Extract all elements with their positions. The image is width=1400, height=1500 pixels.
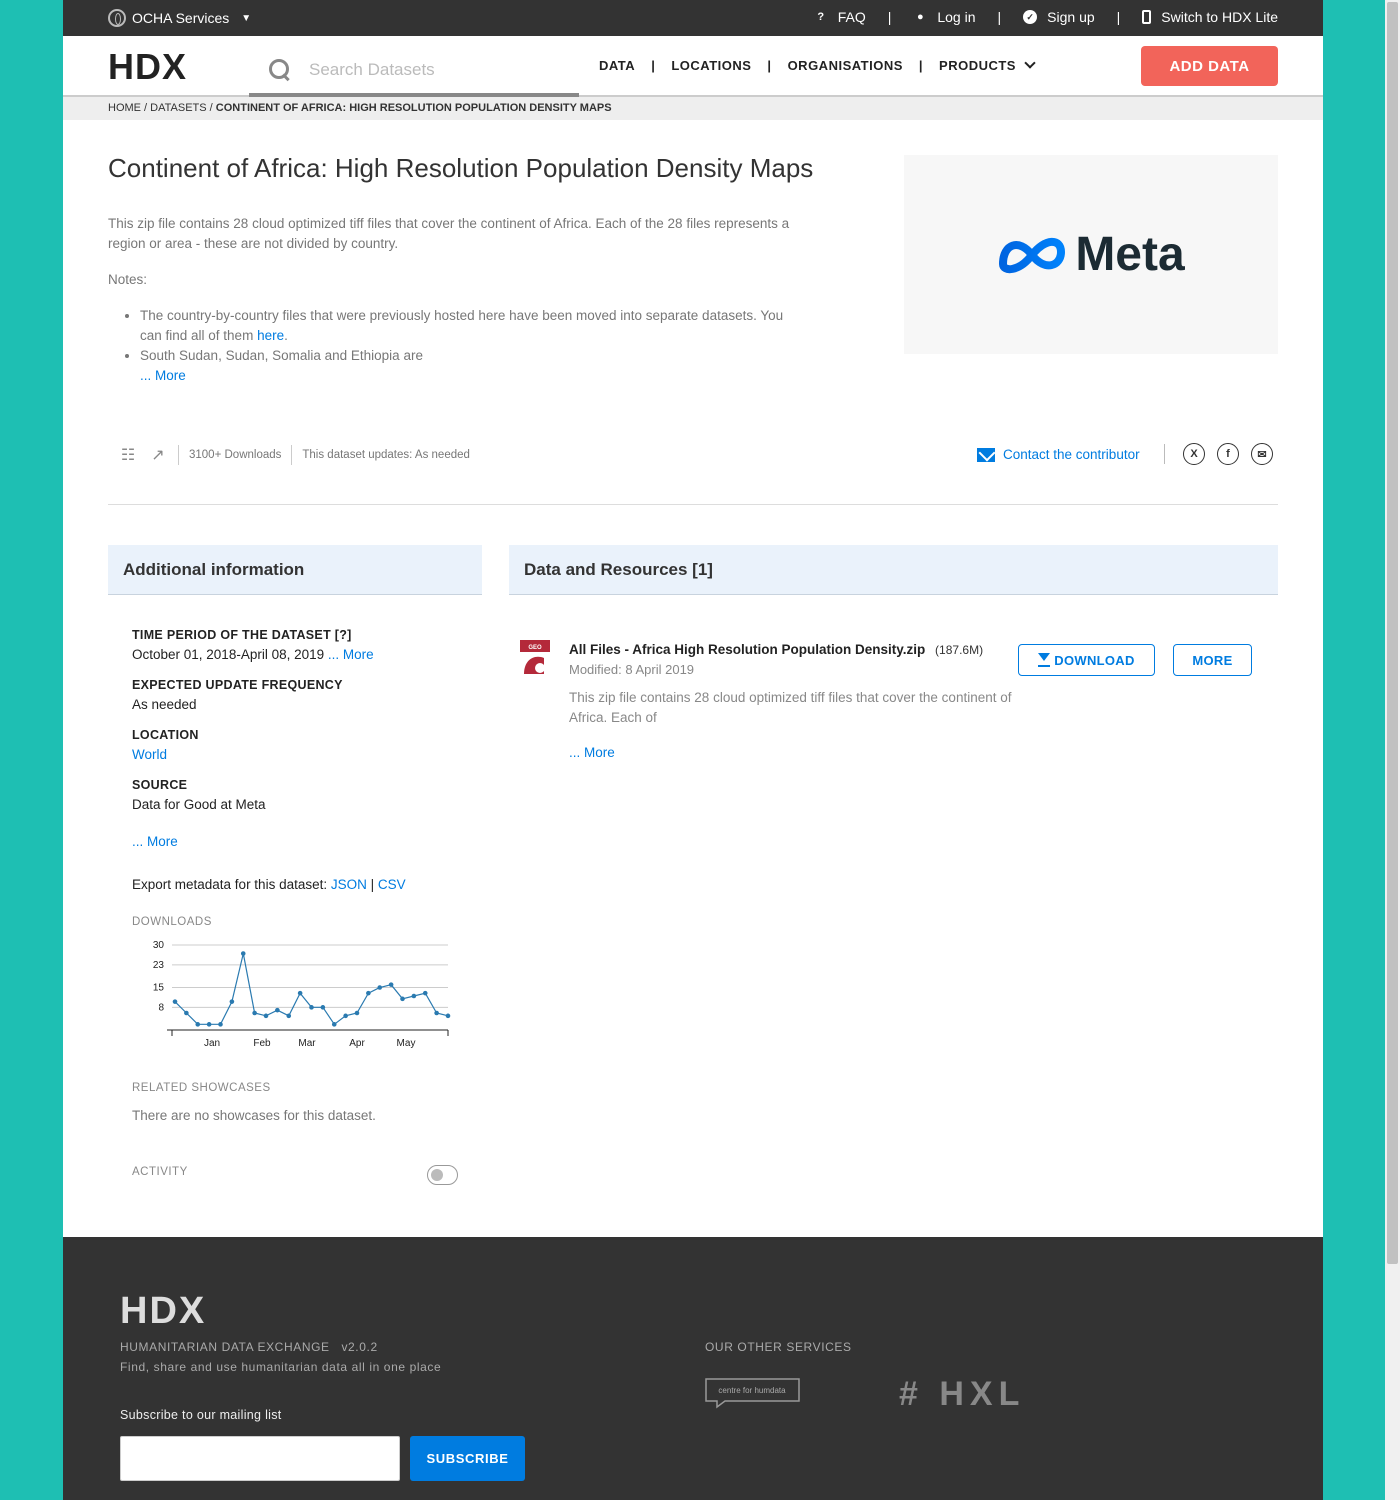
resource-description: This zip file contains 28 cloud optimized tiff files that cover the continent of Africa. Each of bbox=[569, 690, 1012, 725]
search-input[interactable] bbox=[309, 60, 559, 80]
add-data-button[interactable]: ADD DATA bbox=[1141, 46, 1278, 86]
chart-series-line bbox=[175, 954, 448, 1025]
source-label: SOURCE bbox=[132, 778, 188, 792]
chart-data-point bbox=[252, 1011, 257, 1016]
nav-products-label: PRODUCTS bbox=[939, 58, 1016, 73]
facebook-icon[interactable]: f bbox=[1217, 443, 1239, 465]
signup-link[interactable] bbox=[1023, 9, 1094, 25]
breadcrumb: HOME / DATASETS / CONTINENT OF AFRICA: HIGH RESOLUTION POPULATION DENSITY MAPS bbox=[63, 97, 1323, 120]
divider bbox=[1164, 444, 1165, 464]
scrollbar[interactable] bbox=[1385, 0, 1400, 1500]
chart-data-point bbox=[241, 951, 246, 956]
additional-info-more-link[interactable]: ... More bbox=[132, 834, 178, 849]
other-services-label: OUR OTHER SERVICES bbox=[705, 1340, 852, 1354]
geo-file-icon bbox=[520, 640, 550, 674]
x-twitter-icon[interactable]: X bbox=[1183, 443, 1205, 465]
downloads-chart-label: DOWNLOADS bbox=[132, 916, 212, 928]
question-icon: ? bbox=[817, 11, 825, 23]
resource-modified: Modified: 8 April 2019 bbox=[569, 662, 695, 677]
footer-version: v2.0.2 bbox=[341, 1340, 378, 1354]
envelope-icon bbox=[977, 448, 995, 462]
check-circle-icon: ✓ bbox=[1023, 10, 1037, 24]
downloads-count: 3100+ Downloads bbox=[189, 449, 282, 461]
divider: | bbox=[887, 9, 892, 25]
chart-y-tick-label: 8 bbox=[158, 1002, 164, 1014]
chart-data-point bbox=[343, 1014, 348, 1019]
download-icon bbox=[1038, 653, 1050, 667]
contact-label: Contact the contributor bbox=[1003, 447, 1140, 462]
chevron-down-icon bbox=[1024, 57, 1035, 68]
divider: | bbox=[767, 58, 772, 73]
notes-label: Notes: bbox=[108, 272, 148, 287]
location-link[interactable]: World bbox=[132, 747, 168, 762]
export-json-link[interactable]: JSON bbox=[330, 877, 367, 892]
search-bar bbox=[249, 46, 579, 97]
source-value: Data for Good at Meta bbox=[132, 797, 266, 812]
description-more-link[interactable]: ... More bbox=[140, 368, 186, 383]
subscribe-button[interactable]: SUBSCRIBE bbox=[410, 1436, 525, 1481]
list-item bbox=[140, 346, 808, 386]
footer bbox=[63, 1237, 1323, 1500]
divider: | bbox=[918, 58, 924, 73]
download-button[interactable] bbox=[1018, 644, 1155, 676]
note-text: The country-by-country files that were previously hosted here have been moved into separate datasets. You can find all of them bbox=[140, 308, 784, 343]
divider bbox=[291, 445, 292, 465]
chart-data-point bbox=[264, 1014, 269, 1019]
hdx-logo[interactable]: HDX bbox=[108, 46, 188, 87]
chart-y-tick-label: 23 bbox=[152, 959, 164, 971]
description-text: This zip file contains 28 cloud optimized tiff files that cover the continent of Africa. Each of the 28 files represents a region or area - these are not divided by country. bbox=[108, 216, 790, 251]
chart-data-point bbox=[412, 994, 417, 999]
chart-data-point bbox=[218, 1022, 223, 1027]
ocha-services-menu[interactable] bbox=[108, 9, 251, 27]
chevron-down-icon: ▼ bbox=[241, 12, 252, 24]
top-bar bbox=[63, 0, 1323, 36]
footer-name: HUMANITARIAN DATA EXCHANGE bbox=[120, 1340, 330, 1354]
organisation-logo[interactable] bbox=[904, 155, 1278, 354]
main-nav bbox=[599, 58, 1034, 73]
signup-label: Sign up bbox=[1047, 9, 1095, 25]
divider bbox=[178, 445, 179, 465]
faq-label: FAQ bbox=[837, 9, 866, 25]
nav-products[interactable] bbox=[939, 58, 1034, 73]
chart-x-tick-label: Mar bbox=[298, 1038, 316, 1049]
breadcrumb-current: CONTINENT OF AFRICA: HIGH RESOLUTION POPULATION DENSITY MAPS bbox=[215, 102, 612, 114]
notes-here-link[interactable]: here bbox=[257, 328, 285, 343]
chart-data-point bbox=[230, 999, 235, 1004]
list-item: • The country-by-country files that were previously hosted here have been moved into separate datasets. You can find all of them here. bbox=[140, 306, 808, 346]
notes-list bbox=[108, 306, 808, 386]
dataset-description bbox=[108, 214, 808, 386]
chart-data-point bbox=[332, 1022, 337, 1027]
meta-wordmark: Meta bbox=[1075, 228, 1185, 281]
no-showcases-text: There are no showcases for this dataset. bbox=[132, 1108, 376, 1123]
main-header bbox=[63, 36, 1323, 97]
chart-x-tick-label: Feb bbox=[253, 1038, 271, 1049]
resource-more-link[interactable]: ... More bbox=[569, 745, 615, 760]
update-frequency: This dataset updates: As needed bbox=[302, 449, 470, 461]
time-period-more-link[interactable]: ... More bbox=[327, 647, 374, 662]
related-showcases-label: RELATED SHOWCASES bbox=[132, 1082, 271, 1094]
frequency-label: EXPECTED UPDATE FREQUENCY bbox=[132, 678, 343, 692]
hdx-lite-link[interactable] bbox=[1142, 9, 1278, 25]
data-resources-heading: Data and Resources [1] bbox=[509, 545, 1278, 595]
chart-data-point bbox=[355, 1011, 360, 1016]
un-globe-icon bbox=[108, 9, 126, 27]
chart-data-point bbox=[377, 985, 382, 990]
chart-data-point bbox=[207, 1022, 212, 1027]
hdx-lite-label: Switch to HDX Lite bbox=[1161, 9, 1278, 25]
email-icon[interactable]: ✉ bbox=[1251, 443, 1273, 465]
frequency-value: As needed bbox=[132, 697, 197, 712]
ocha-services-label: OCHA Services bbox=[132, 10, 230, 26]
chart-x-tick-label: Apr bbox=[349, 1038, 365, 1049]
chart-data-point bbox=[195, 1022, 200, 1027]
additional-info-panel bbox=[132, 628, 462, 849]
user-icon: ● bbox=[917, 11, 924, 23]
more-button[interactable]: MORE bbox=[1173, 644, 1252, 676]
export-csv-link[interactable]: CSV bbox=[377, 877, 406, 892]
search-icon[interactable] bbox=[269, 59, 291, 81]
chart-data-point bbox=[286, 1014, 291, 1019]
breadcrumb-datasets[interactable]: DATASETS bbox=[150, 102, 207, 114]
divider: | bbox=[1116, 9, 1121, 25]
export-label: Export metadata for this dataset: bbox=[132, 877, 328, 892]
activity-label: ACTIVITY bbox=[132, 1166, 188, 1178]
share-buttons bbox=[1164, 443, 1285, 465]
centre-for-humdata-logo[interactable] bbox=[705, 1377, 800, 1409]
page-title: Continent of Africa: High Resolution Population Density Maps bbox=[108, 153, 814, 183]
resource-name[interactable]: All Files - Africa High Resolution Population Density.zip bbox=[569, 642, 926, 657]
footer-hdx-logo[interactable]: HDX bbox=[120, 1290, 207, 1332]
divider: | bbox=[651, 58, 656, 73]
activity-toggle[interactable] bbox=[427, 1165, 458, 1185]
chart-data-point bbox=[446, 1014, 451, 1019]
contact-contributor-link[interactable] bbox=[977, 447, 1140, 462]
time-period-label: TIME PERIOD OF THE DATASET [?] bbox=[132, 628, 352, 642]
additional-info-heading: Additional information bbox=[108, 545, 482, 595]
nav-organisations[interactable]: ORGANISATIONS bbox=[787, 58, 903, 73]
login-link[interactable] bbox=[913, 9, 975, 25]
divider: | bbox=[997, 9, 1002, 25]
faq-link[interactable] bbox=[814, 9, 866, 25]
chart-data-point bbox=[309, 1005, 314, 1010]
nav-locations[interactable]: LOCATIONS bbox=[671, 58, 752, 73]
footer-tagline: Find, share and use humanitarian data all in one place bbox=[120, 1360, 442, 1374]
time-period-text: October 01, 2018-April 08, 2019 bbox=[132, 647, 325, 662]
subscribe-email-input[interactable] bbox=[120, 1436, 400, 1481]
login-label: Log in bbox=[937, 9, 976, 25]
chart-data-point bbox=[321, 1005, 326, 1010]
hierarchy-icon[interactable]: ☷ bbox=[120, 447, 136, 464]
chart-data-point bbox=[184, 1011, 189, 1016]
nav-data[interactable]: DATA bbox=[599, 58, 636, 73]
download-label: DOWNLOAD bbox=[1054, 652, 1135, 668]
chart-data-point bbox=[366, 991, 371, 996]
chart-data-point bbox=[400, 997, 405, 1002]
chart-data-point bbox=[434, 1011, 439, 1016]
page bbox=[63, 0, 1323, 1500]
chart-data-point bbox=[173, 999, 178, 1004]
meta-infinity-icon bbox=[997, 232, 1067, 278]
chart-data-point bbox=[389, 982, 394, 987]
export-metadata: Export metadata for this dataset: JSON | CSV bbox=[132, 877, 406, 892]
subscribe-label: Subscribe to our mailing list bbox=[120, 1408, 282, 1422]
chart-x-tick-label: Jan bbox=[203, 1038, 221, 1049]
hxl-logo[interactable]: # HXL bbox=[899, 1375, 1026, 1413]
time-period-value bbox=[132, 646, 462, 664]
chart-y-tick-label: 30 bbox=[152, 940, 164, 951]
humdata-text: centre for humdata bbox=[718, 1386, 786, 1395]
divider bbox=[108, 504, 1278, 505]
mobile-icon bbox=[1142, 10, 1151, 24]
chart-data-point bbox=[423, 991, 428, 996]
chart-y-tick-label: 15 bbox=[152, 982, 164, 994]
chart-data-point bbox=[298, 991, 303, 996]
location-label: LOCATION bbox=[132, 728, 199, 742]
footer-site-name bbox=[120, 1340, 378, 1354]
breadcrumb-home[interactable]: HOME bbox=[108, 102, 141, 114]
scrollbar-thumb[interactable] bbox=[1387, 2, 1398, 1264]
downloads-chart bbox=[132, 934, 462, 1054]
chart-x-tick-label: May bbox=[396, 1038, 416, 1049]
note-text: South Sudan, Sudan, Somalia and Ethiopia are bbox=[140, 348, 423, 363]
resource-title bbox=[569, 642, 983, 657]
chart-data-point bbox=[275, 1008, 280, 1013]
trend-icon[interactable]: ↗ bbox=[151, 447, 165, 464]
geo-badge: GEO bbox=[528, 645, 542, 651]
resource-size: (187.6M) bbox=[935, 643, 984, 657]
